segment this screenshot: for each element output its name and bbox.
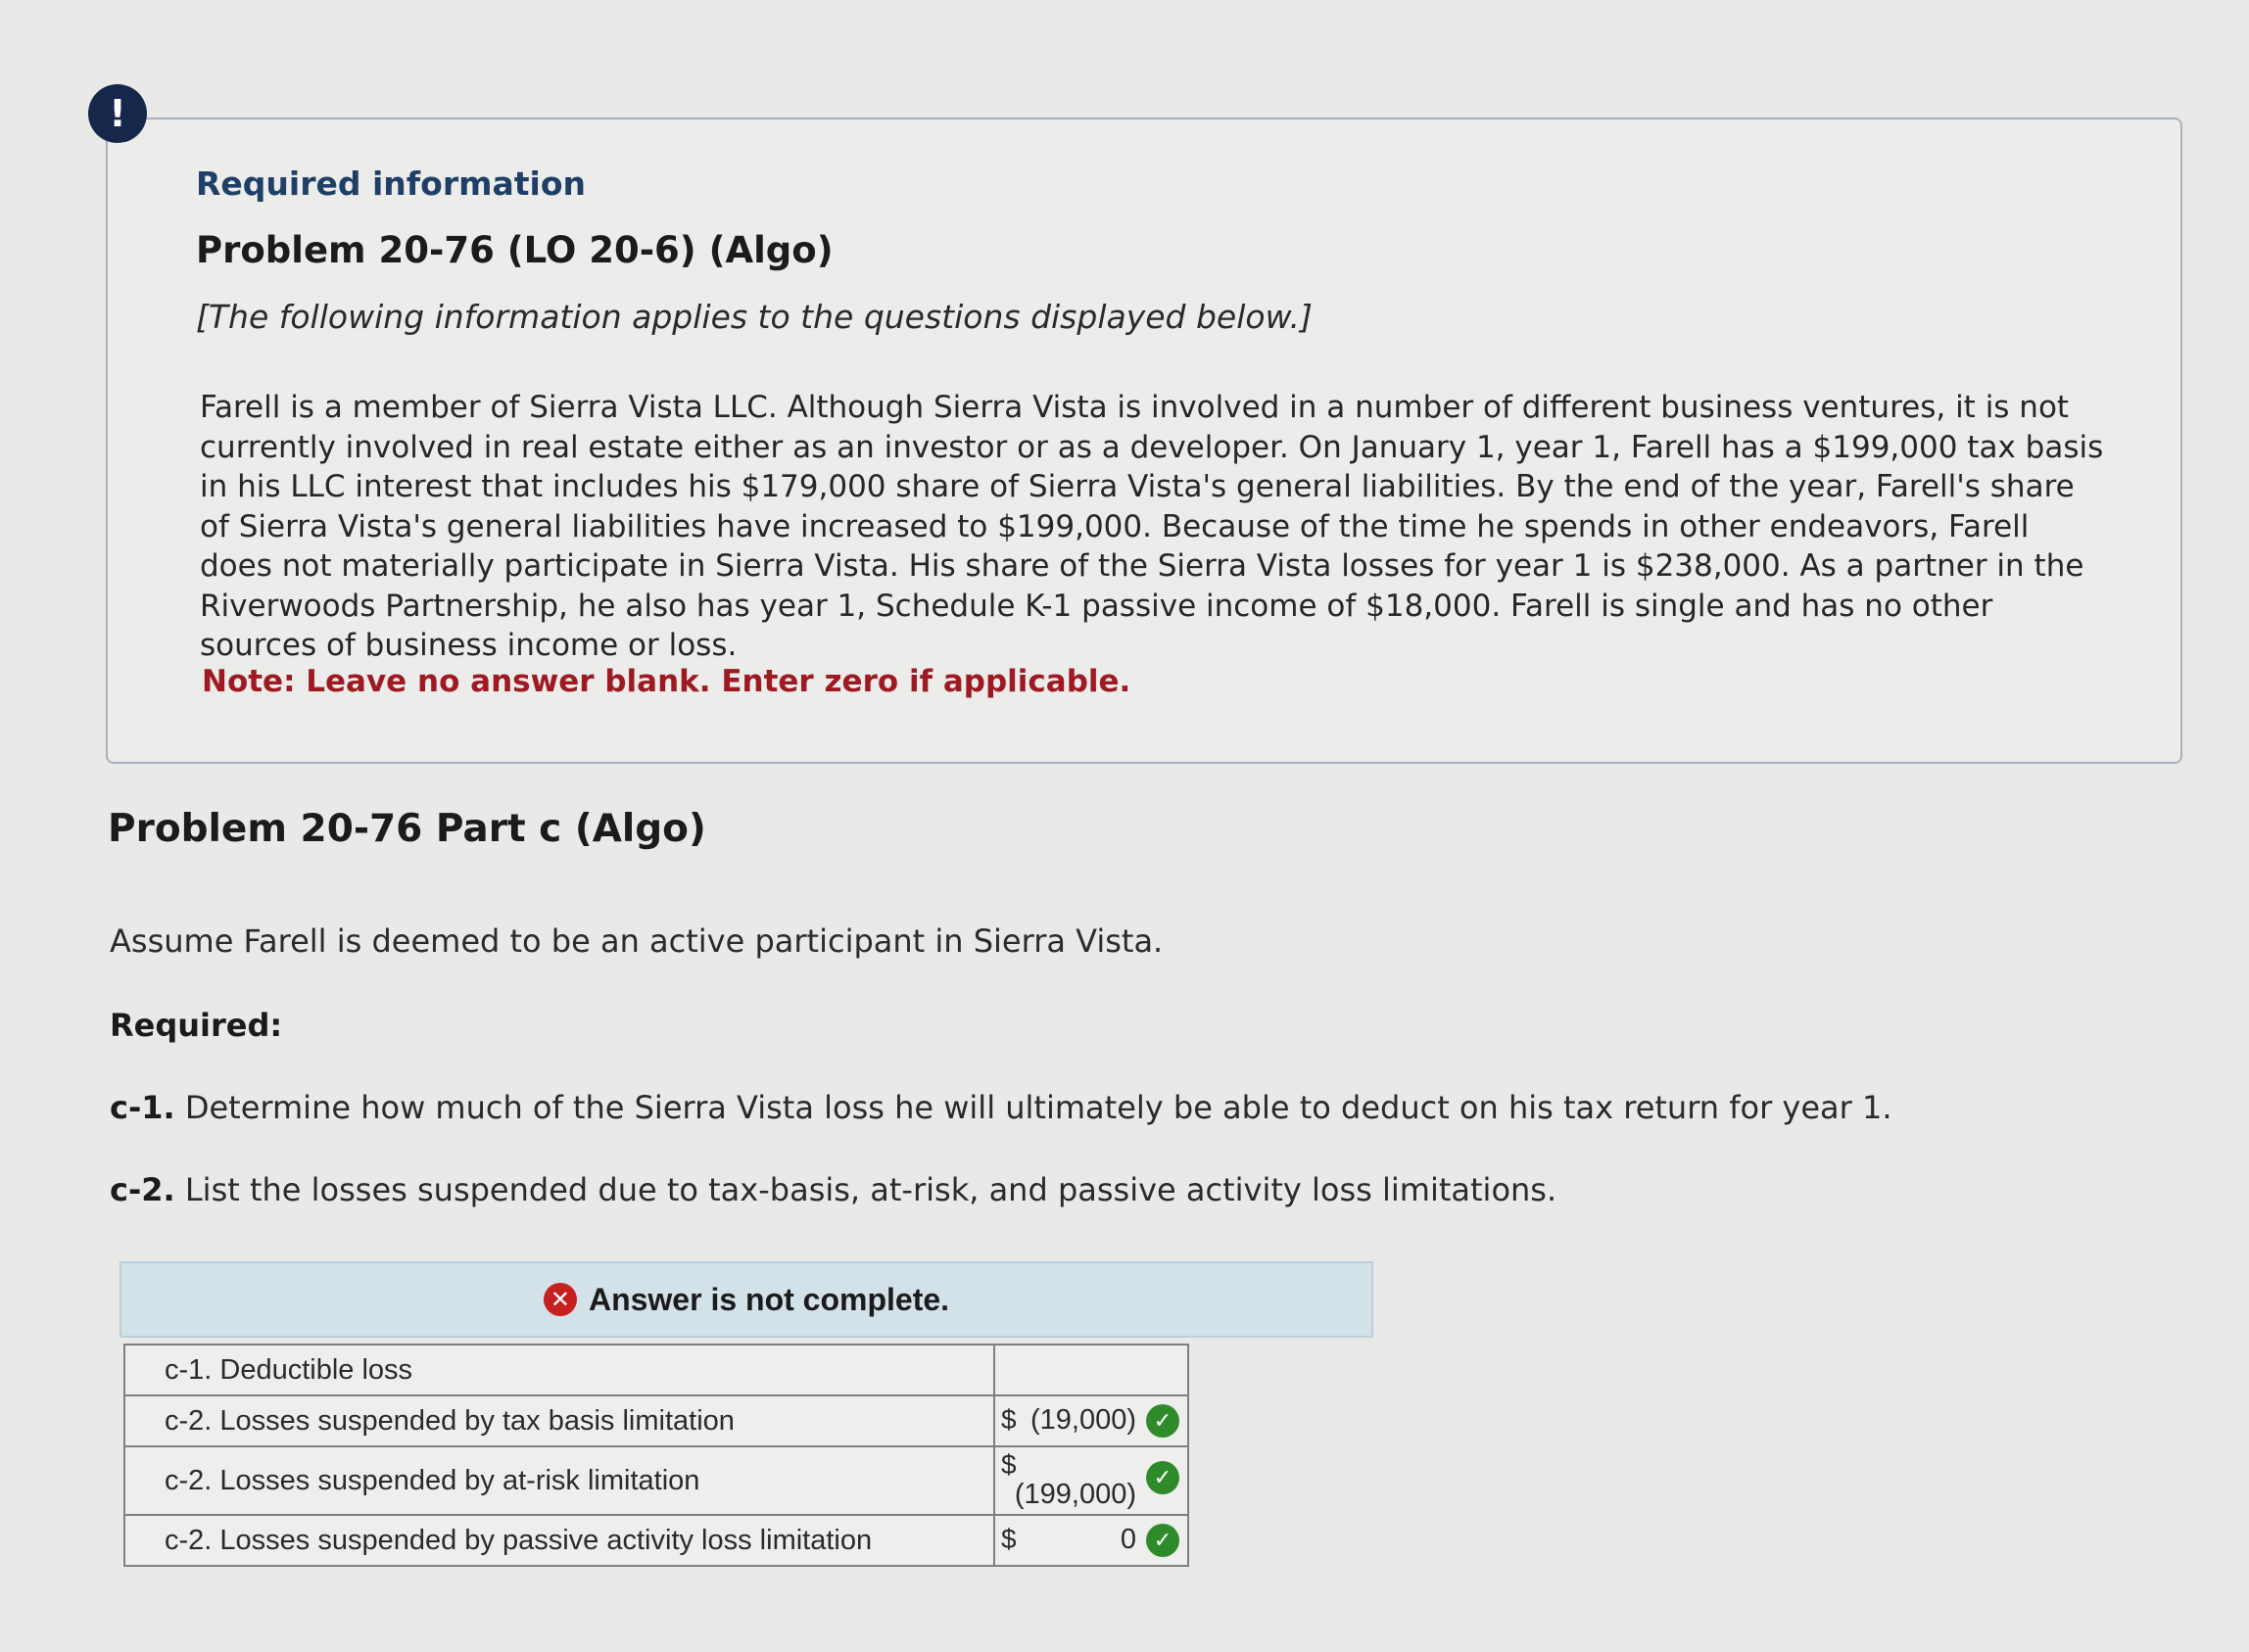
row-label: c-2. Losses suspended by passive activity loss limitation — [124, 1515, 994, 1566]
answer-status-text: Answer is not complete. — [588, 1281, 950, 1317]
answer-value: (199,000) — [1014, 1479, 1136, 1510]
deductible-loss-input[interactable] — [994, 1345, 1188, 1395]
scenario-text: Farell is a member of Sierra Vista LLC. Although Sierra Vista is involved in a number of different business ventures, it is not currently involved in real estate either as an investor or as a developer. On January 1, year 1, Farell has a $199,000 tax basis in his LLC interest that includes his $179,000 share of Sierra Vista's general liabilities. By the end of the year, Farell's share of Sierra Vista's general liabilities have increased to $199,000. Because of the time he spends in other endeavors, Farell does not materially participate in Sierra Vista. His share of the Sierra Vista losses for year 1 is $238,000. As a partner in the Riverwoods Partnership, he also has year 1, Schedule K-1 passive income of $18,000. Farell is single and has no other sources of business income or loss. — [200, 390, 2104, 663]
question-text: List the losses suspended due to tax-basis, at-risk, and passive activity loss limitations. — [174, 1171, 1557, 1208]
row-label: c-2. Losses suspended by at-risk limitation — [124, 1446, 994, 1515]
part-title: Problem 20-76 Part c (Algo) — [108, 807, 706, 851]
table-row — [124, 1395, 1188, 1446]
check-icon: ✓ — [1146, 1524, 1179, 1557]
currency-symbol: $ — [1001, 1449, 1017, 1480]
check-icon: ✓ — [1146, 1404, 1179, 1438]
problem-title: Problem 20-76 (LO 20-6) (Algo) — [196, 229, 834, 271]
error-x-icon: ✕ — [544, 1283, 577, 1316]
alert-icon: ! — [88, 84, 147, 143]
applies-text: [The following information applies to the questions displayed below.] — [196, 298, 1313, 336]
answer-table — [123, 1344, 1189, 1567]
question-id: c-1. — [110, 1089, 175, 1126]
table-row — [124, 1446, 1188, 1515]
at-risk-limitation-input[interactable] — [994, 1446, 1188, 1515]
row-label: c-2. Losses suspended by tax basis limitation — [124, 1395, 994, 1446]
table-row — [124, 1515, 1188, 1566]
question-text: Determine how much of the Sierra Vista loss he will ultimately be able to deduct on his tax return for year 1. — [174, 1089, 1892, 1126]
row-label: c-1. Deductible loss — [124, 1345, 994, 1395]
required-info-heading: Required information — [196, 165, 586, 203]
question-c1 — [110, 1089, 1892, 1126]
tax-basis-limitation-input[interactable] — [994, 1395, 1188, 1446]
note-text: Note: Leave no answer blank. Enter zero if applicable. — [202, 664, 1131, 699]
answer-value: (19,000) — [1029, 1404, 1136, 1436]
check-icon: ✓ — [1146, 1461, 1179, 1494]
table-row — [124, 1345, 1188, 1395]
question-id: c-2. — [110, 1171, 175, 1208]
passive-activity-limitation-input[interactable] — [994, 1515, 1188, 1566]
currency-symbol: $ — [1001, 1404, 1017, 1435]
answer-value: 0 — [1120, 1524, 1136, 1555]
question-c2 — [110, 1171, 1556, 1208]
currency-symbol: $ — [1001, 1524, 1017, 1554]
required-label: Required: — [110, 1007, 283, 1044]
answer-status-banner — [120, 1261, 1373, 1338]
assumption-text: Assume Farell is deemed to be an active participant in Sierra Vista. — [110, 922, 1164, 960]
